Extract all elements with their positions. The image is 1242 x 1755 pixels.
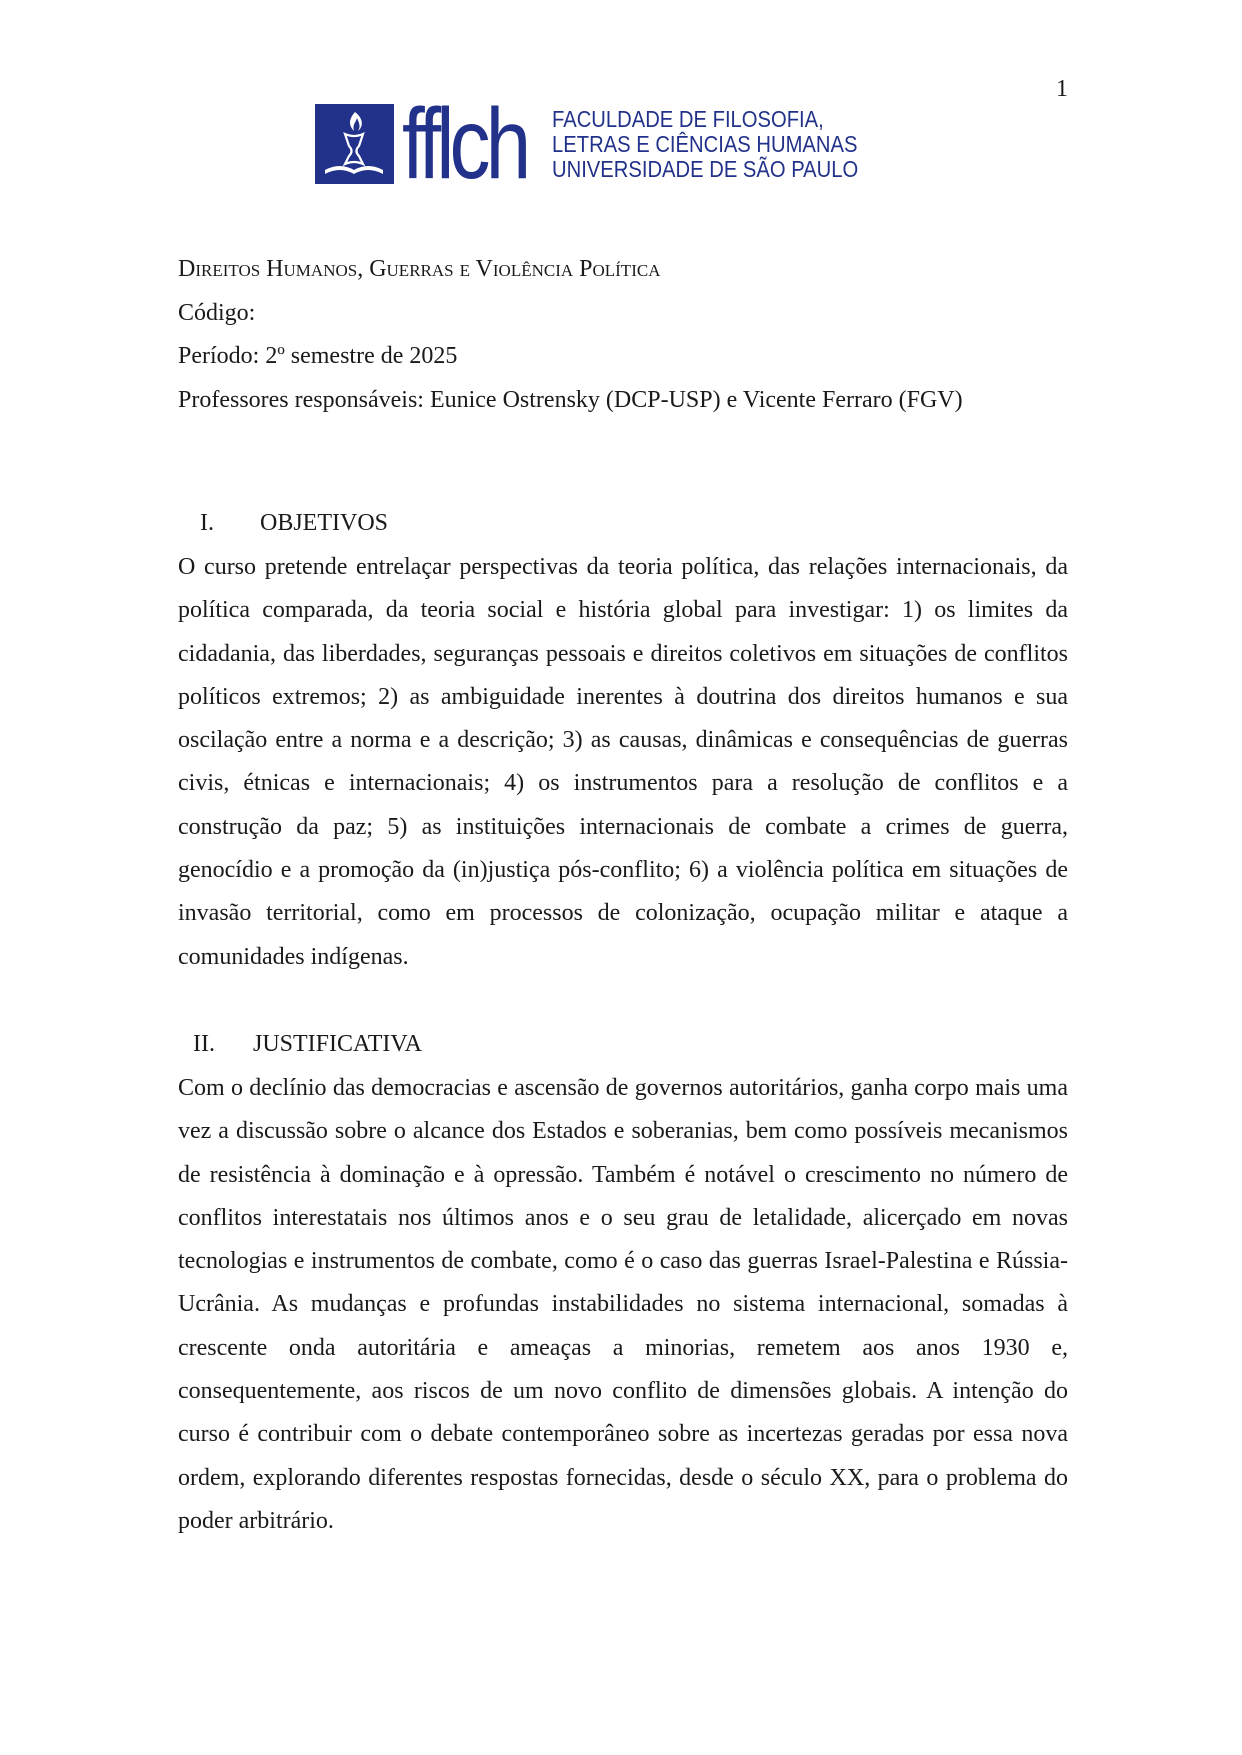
page-number: 1: [1056, 76, 1068, 102]
fflch-emblem-icon: [315, 104, 394, 184]
institution-line-3: UNIVERSIDADE DE SÃO PAULO: [552, 155, 859, 182]
fflch-wordmark: fflch: [402, 88, 527, 200]
institution-line-1: FACULDADE DE FILOSOFIA,: [552, 105, 824, 132]
course-info: [178, 248, 963, 422]
section-heading-justificativa: [193, 1031, 422, 1058]
section-body-objetivos: O curso pretende entrelaçar perspectivas da teoria política, das relações internacionais, da política comparada, da teoria social e história global para investigar: 1) os limites da cidadania, das liberdades, seguranças pessoais e direitos coletivos em situações de conflitos políticos extremos; 2) as ambiguidade inerentes à doutrina dos direitos humanos e sua oscilação entre a norma e a descrição; 3) as causas, dinâmicas e consequências de guerras civis, étnicas e internacionais; 4) os instrumentos para a resolução de conflitos e a construção da paz; 5) as instituições internacionais de combate a crimes de guerra, genocídio e a promoção da (in)justiça pós-conflito; 6) a violência política em situações de invasão territorial, como em processos de colonização, ocupação militar e ataque a comunidades indígenas.: [178, 554, 1068, 970]
section-title: JUSTIFICATIVA: [253, 1031, 422, 1057]
course-title: Direitos Humanos, Guerras e Violência Política: [178, 256, 661, 282]
section-number: II.: [193, 1031, 215, 1057]
course-code: Código:: [178, 299, 256, 326]
institution-line-2: LETRAS E CIÊNCIAS HUMANAS: [552, 130, 858, 157]
fflch-logo: [315, 88, 908, 200]
course-professors: Professores responsáveis: Eunice Ostrensky (DCP-USP) e Vicente Ferraro (FGV): [178, 386, 963, 413]
course-period: Período: 2º semestre de 2025: [178, 343, 458, 369]
section-title: OBJETIVOS: [260, 510, 389, 536]
torch-book-icon: [315, 104, 394, 184]
section-number: I.: [200, 510, 214, 536]
section-body-justificativa: Com o declínio das democracias e ascensão de governos autoritários, ganha corpo mais uma vez a discussão sobre o alcance dos Estados e soberanias, bem como possíveis mecanismos de resistência à dominação e à opressão. Também é notável o crescimento no número de conflitos interestatais nos últimos anos e o seu grau de letalidade, alicerçado em novas tecnologias e instrumentos de combate, como é o caso das guerras Israel-Palestina e Rússia-Ucrânia. As mudanças e profundas instabilidades no sistema internacional, somadas à crescente onda autoritária e ameaças a minorias, remetem aos anos 1930 e, consequentemente, aos riscos de um novo conflito de dimensões globais. A intenção do curso é contribuir com o debate contemporâneo sobre as incertezas geradas por essa nova ordem, explorando diferentes respostas fornecidas, desde o século XX, para o problema do poder arbitrário.: [178, 1075, 1068, 1534]
section-heading-objetivos: [200, 510, 388, 537]
institution-name: [552, 107, 858, 182]
